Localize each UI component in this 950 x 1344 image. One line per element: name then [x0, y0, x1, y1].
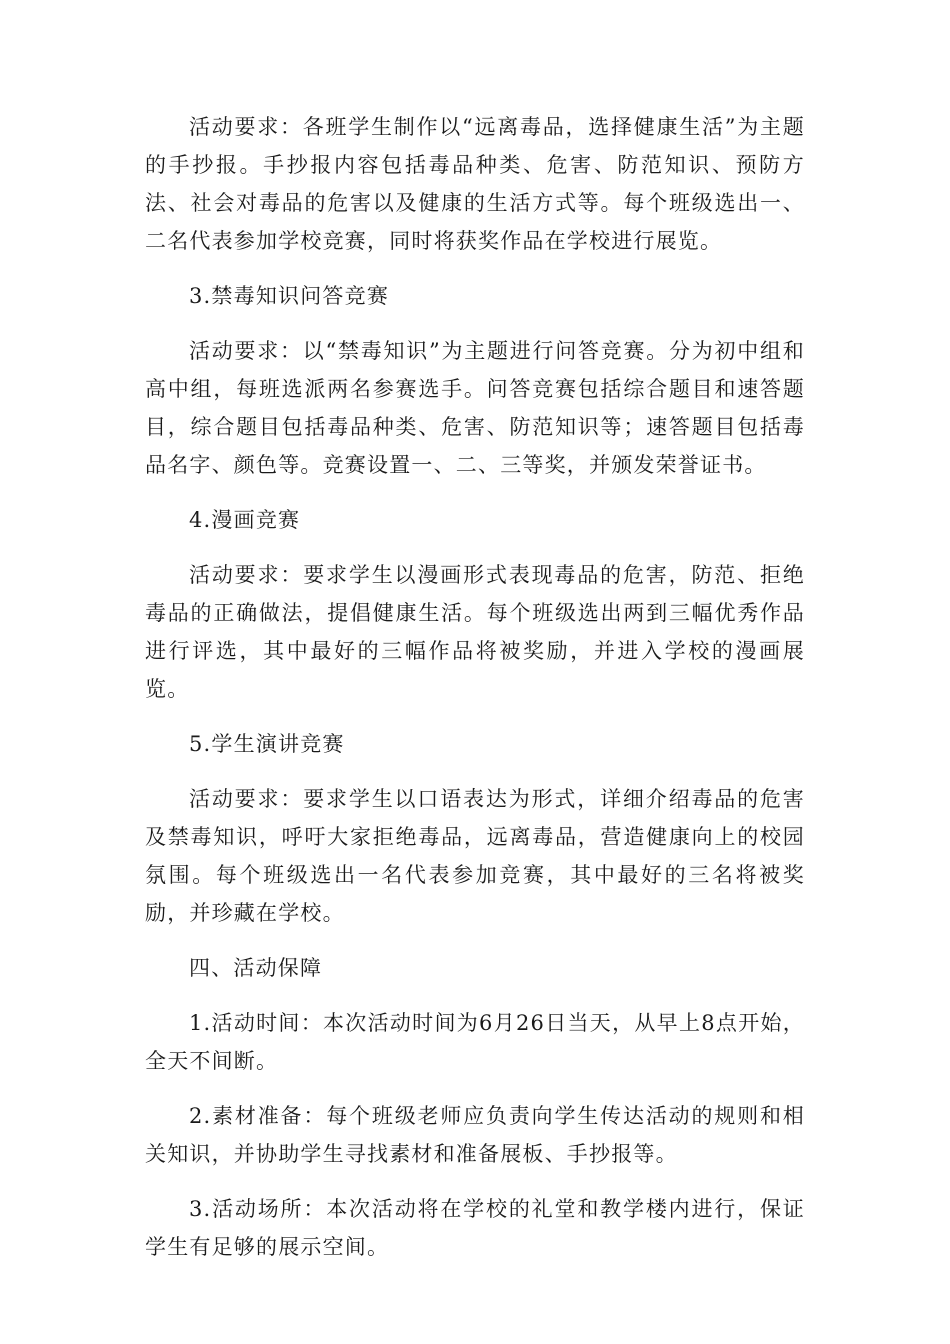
paragraph-quiz-requirements: 活动要求：以“禁毒知识”为主题进行问答竞赛。分为初中组和高中组，每班选派两名参赛选手。问答竞赛包括综合题目和速答题目，综合题目包括毒品种类、危害、防范知识等；速答题目包括毒品名字、颜色等。竞赛设置一、二、三等奖，并颁发荣誉证书。 [145, 339, 805, 477]
heading-speech-competition: 5.学生演讲竞赛 [189, 732, 345, 756]
paragraph-material-preparation: 2.素材准备：每个班级老师应负责向学生传达活动的规则和相关知识，并协助学生寻找素材和准备展板、手抄报等。 [145, 1104, 805, 1166]
document-page [145, 108, 805, 1283]
paragraph-activity-time: 1.活动时间：本次活动时间为6月26日当天，从早上8点开始，全天不间断。 [145, 1011, 805, 1073]
heading-activity-support: 四、活动保障 [189, 956, 323, 980]
heading-comic-competition: 4.漫画竞赛 [189, 508, 301, 532]
paragraph-poster-requirements: 活动要求：各班学生制作以“远离毒品，选择健康生活”为主题的手抄报。手抄报内容包括毒品种类、危害、防范知识、预防方法、社会对毒品的危害以及健康的生活方式等。每个班级选出一、二名代表参加学校竞赛，同时将获奖作品在学校进行展览。 [145, 115, 805, 253]
paragraph-activity-venue: 3.活动场所：本次活动将在学校的礼堂和教学楼内进行，保证学生有足够的展示空间。 [145, 1197, 805, 1259]
paragraph-speech-requirements: 活动要求：要求学生以口语表达为形式，详细介绍毒品的危害及禁毒知识，呼吁大家拒绝毒品，远离毒品，营造健康向上的校园氛围。每个班级选出一名代表参加竞赛，其中最好的三名将被奖励，并珍藏在学校。 [145, 787, 805, 925]
heading-quiz-competition: 3.禁毒知识问答竞赛 [189, 284, 390, 308]
paragraph-comic-requirements: 活动要求：要求学生以漫画形式表现毒品的危害，防范、拒绝毒品的正确做法，提倡健康生活。每个班级选出两到三幅优秀作品进行评选，其中最好的三幅作品将被奖励，并进入学校的漫画展览。 [145, 563, 805, 701]
